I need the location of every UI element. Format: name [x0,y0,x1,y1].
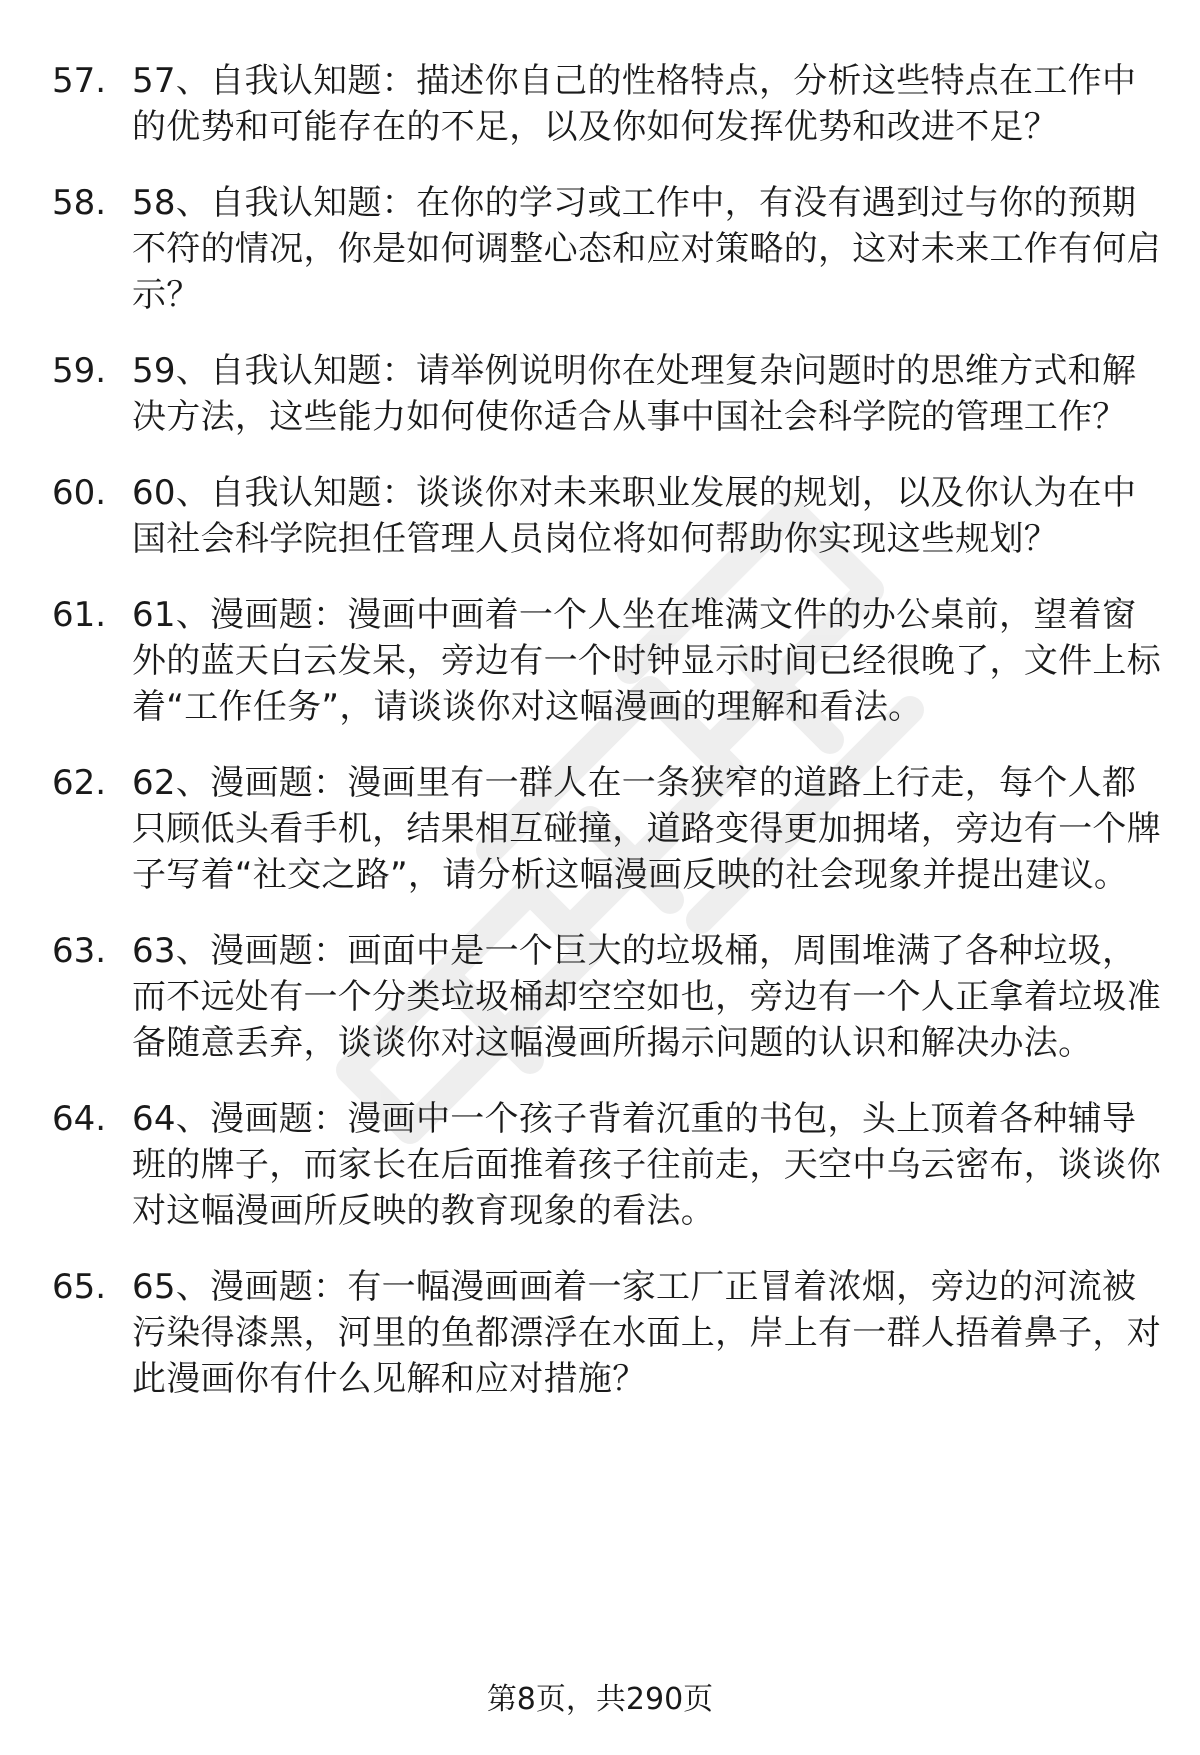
question-text: 59、自我认知题：请举例说明你在处理复杂问题时的思维方式和解决方法，这些能力如何使你适合从事中国社会科学院的管理工作？ [132,351,1137,437]
question-text: 60、自我认知题：谈谈你对未来职业发展的规划，以及你认为在中国社会科学院担任管理人员岗位将如何帮助你实现这些规划？ [132,473,1137,559]
question-text: 64、漫画题：漫画中一个孩子背着沉重的书包，头上顶着各种辅导班的牌子，而家长在后面推着孩子往前走，天空中乌云密布，谈谈你对这幅漫画所反映的教育现象的看法。 [132,1099,1161,1231]
question-list [52,58,1162,1432]
question-item [52,928,1162,1066]
question-item [52,180,1162,318]
question-text: 58、自我认知题：在你的学习或工作中，有没有遇到过与你的预期不符的情况，你是如何调整心态和应对策略的，这对未来工作有何启示？ [132,183,1161,315]
page-indicator: 第8页，共290页 [486,1682,714,1717]
question-text: 57、自我认知题：描述你自己的性格特点，分析这些特点在工作中的优势和可能存在的不足，以及你如何发挥优势和改进不足？ [132,61,1137,147]
question-text: 65、漫画题：有一幅漫画画着一家工厂正冒着浓烟，旁边的河流被污染得漆黑，河里的鱼都漂浮在水面上，岸上有一群人捂着鼻子，对此漫画你有什么见解和应对措施？ [132,1267,1161,1399]
question-item [52,470,1162,562]
question-number: 64. [52,1099,107,1139]
question-item [52,58,1162,150]
question-text: 63、漫画题：画面中是一个巨大的垃圾桶，周围堆满了各种垃圾，而不远处有一个分类垃圾桶却空空如也，旁边有一个人正拿着垃圾准备随意丢弃，谈谈你对这幅漫画所揭示问题的认识和解决办法。 [132,931,1161,1063]
question-number: 60. [52,473,107,513]
question-item [52,348,1162,440]
question-item [52,760,1162,898]
question-number: 61. [52,595,107,635]
question-number: 65. [52,1267,107,1307]
question-number: 63. [52,931,107,971]
question-item [52,1264,1162,1402]
question-number: 57. [52,61,107,101]
question-number: 59. [52,351,107,391]
question-item [52,1096,1162,1234]
question-item [52,592,1162,730]
question-text: 62、漫画题：漫画里有一群人在一条狭窄的道路上行走，每个人都只顾低头看手机，结果相互碰撞，道路变得更加拥堵，旁边有一个牌子写着“社交之路”，请分析这幅漫画反映的社会现象并提出建议。 [132,763,1161,895]
question-number: 58. [52,183,107,223]
question-number: 62. [52,763,107,803]
question-text: 61、漫画题：漫画中画着一个人坐在堆满文件的办公桌前，望着窗外的蓝天白云发呆，旁边有一个时钟显示时间已经很晚了，文件上标着“工作任务”，请谈谈你对这幅漫画的理解和看法。 [132,595,1161,727]
